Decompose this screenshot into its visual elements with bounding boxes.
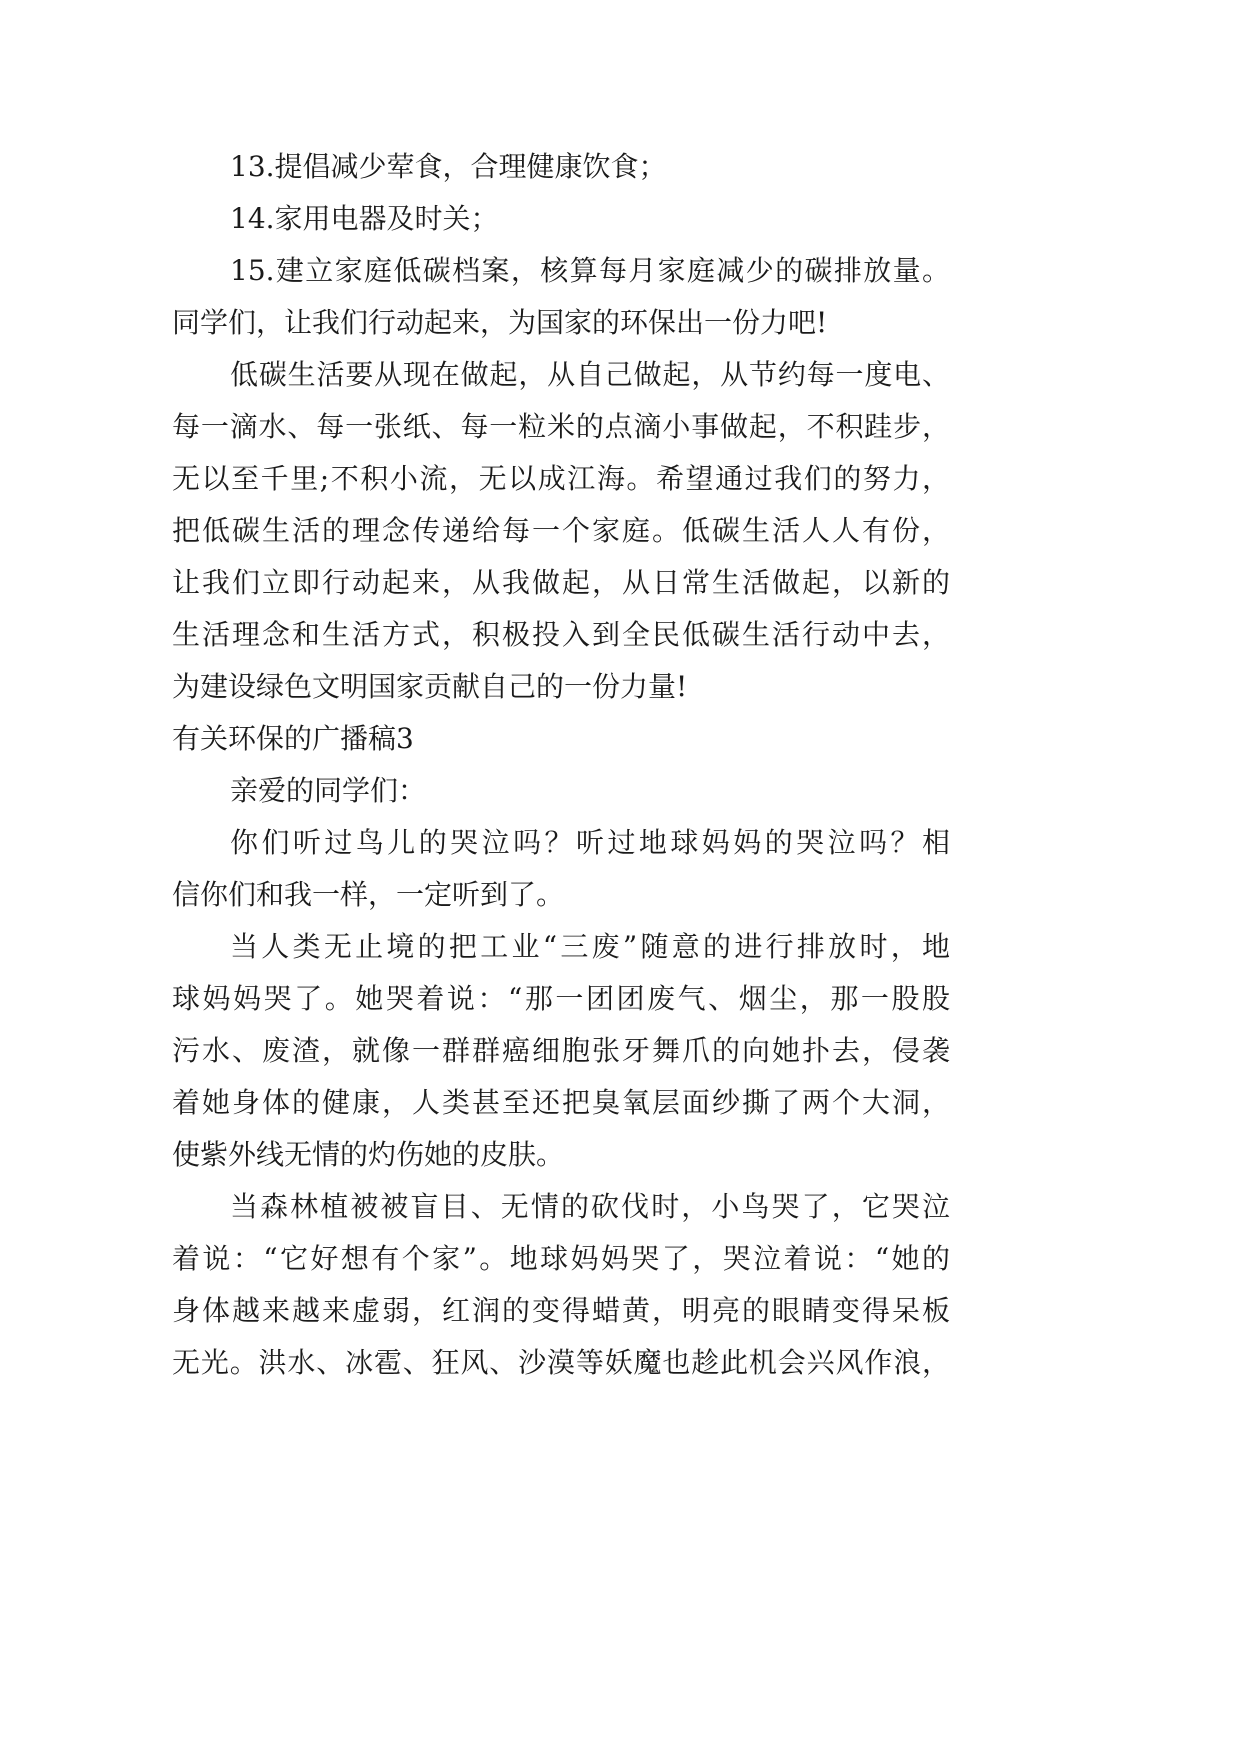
text-line: 把低碳生活的理念传递给每一个家庭。低碳生活人人有份， (172, 514, 950, 547)
text-line: 使紫外线无情的灼伤她的皮肤。 (172, 1138, 565, 1171)
list-item-14 (172, 193, 950, 245)
document-body (172, 141, 950, 1389)
text-line: 每一滴水、每一张纸、每一粒米的点滴小事做起，不积跬步， (172, 410, 950, 443)
text-line: 低碳生活要从现在做起，从自己做起，从节约每一度电、 (230, 358, 950, 391)
text-line: 14.家用电器及时关； (230, 202, 499, 235)
letter-paragraph (172, 817, 950, 921)
text-line: 无光。洪水、冰雹、狂风、沙漠等妖魔也趁此机会兴风作浪， (172, 1346, 950, 1379)
text-line: 信你们和我一样，一定听到了。 (172, 878, 565, 911)
text-line: 当人类无止境的把工业“三废”随意的进行排放时，地 (230, 930, 950, 963)
text-line: 你们听过鸟儿的哭泣吗？听过地球妈妈的哭泣吗？相 (230, 826, 950, 859)
letter-paragraph (172, 1181, 950, 1389)
text-line: 同学们，让我们行动起来，为国家的环保出一份力吧! (172, 306, 828, 339)
text-line: 13.提倡减少荤食，合理健康饮食； (230, 150, 667, 183)
text-line: 让我们立即行动起来，从我做起，从日常生活做起，以新的 (172, 566, 950, 599)
text-line: 为建设绿色文明国家贡献自己的一份力量! (172, 670, 688, 703)
text-line: 亲爱的同学们： (230, 774, 427, 807)
text-line: 污水、废渣，就像一群群癌细胞张牙舞爪的向她扑去，侵袭 (172, 1034, 950, 1067)
text-line: 无以至千里;不积小流，无以成江海。希望通过我们的努力， (172, 462, 950, 495)
text-line: 着说：“它好想有个家”。地球妈妈哭了，哭泣着说：“她的 (172, 1242, 950, 1275)
text-line: 身体越来越来虚弱，红润的变得蜡黄，明亮的眼睛变得呆板 (172, 1294, 950, 1327)
text-line: 球妈妈哭了。她哭着说：“那一团团废气、烟尘，那一股股 (172, 982, 950, 1015)
letter-paragraph (172, 921, 950, 1181)
text-line: 当森林植被被盲目、无情的砍伐时，小鸟哭了，它哭泣 (230, 1190, 950, 1223)
salutation (172, 765, 950, 817)
section-heading: 有关环保的广播稿3 (172, 722, 414, 755)
low-carbon-paragraph (172, 349, 950, 713)
list-item-13 (172, 141, 950, 193)
text-line: 着她身体的健康，人类甚至还把臭氧层面纱撕了两个大洞， (172, 1086, 950, 1119)
text-line: 15.建立家庭低碳档案，核算每月家庭减少的碳排放量。 (230, 254, 950, 287)
text-line: 生活理念和生活方式，积极投入到全民低碳生活行动中去， (172, 618, 950, 651)
list-item-15 (172, 245, 950, 349)
